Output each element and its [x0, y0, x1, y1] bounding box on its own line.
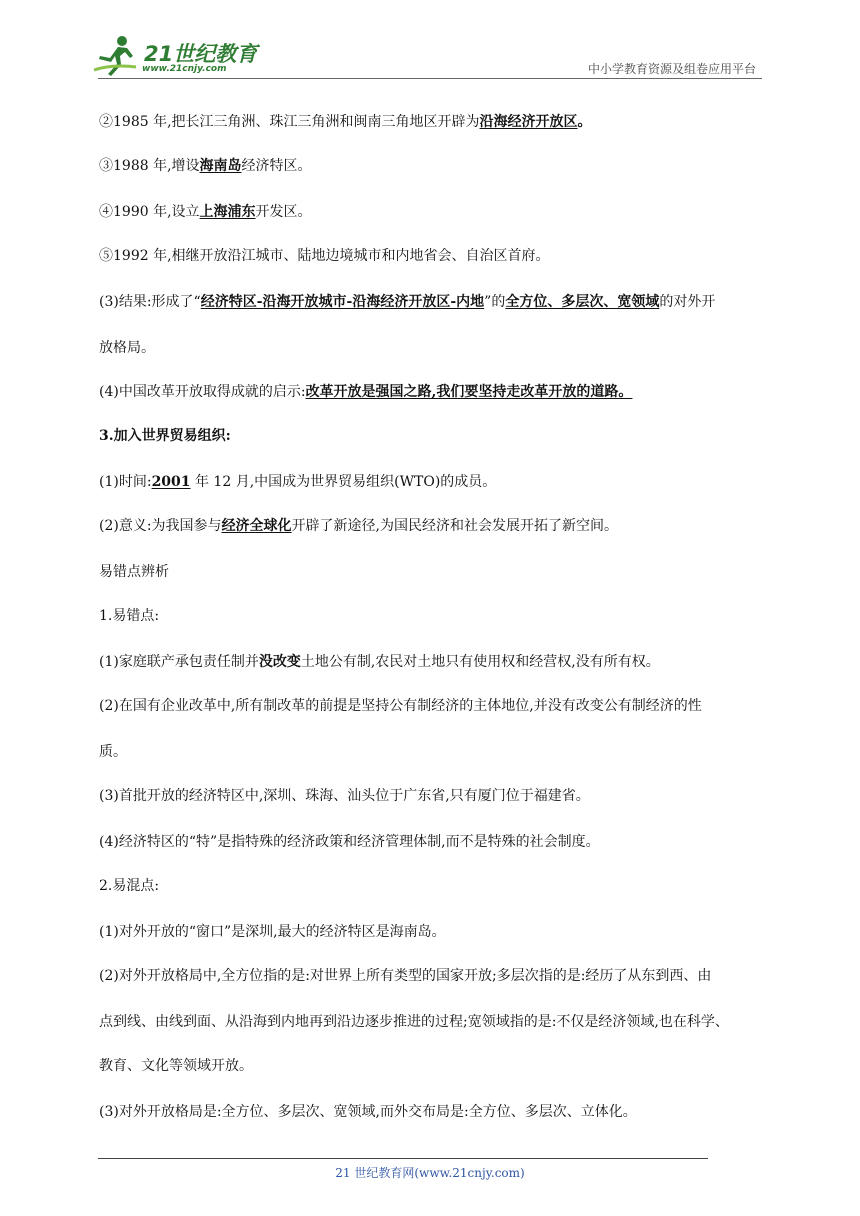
logo-title: 21世纪教育 [144, 42, 258, 66]
bold-text: 3.加入世界贸易组织: [99, 428, 231, 444]
text-run: 年 12 月,中国成为世界贸易组织(WTO)的成员。 [190, 474, 497, 490]
text-run: 土地公有制,农民对土地只有使用权和经营权,没有所有权。 [300, 654, 660, 670]
key-term: 海南岛 [199, 158, 242, 174]
paragraph-line [99, 382, 632, 402]
text-run: 教育、文化等领域开放。 [99, 1058, 253, 1074]
paragraph-line [99, 292, 715, 312]
runner-logo-icon [92, 34, 140, 78]
key-term: 沿海经济开放区 [479, 114, 578, 130]
text-run: 开辟了新途径,为国民经济和社会发展开拓了新空间。 [291, 518, 619, 534]
key-term: 经济全球化 [221, 518, 292, 534]
paragraph-line [99, 742, 127, 762]
footer-site-link[interactable]: 21 世纪教育网(www.21cnjy.com) [335, 1166, 525, 1180]
section-heading [99, 562, 169, 582]
text-run: 2.易混点: [99, 878, 160, 894]
logo-url: www.21cnjy.com [142, 64, 227, 74]
text-run: ③1988 年,增设 [99, 158, 200, 174]
section-heading [99, 426, 231, 446]
text-run: 1.易错点: [99, 608, 160, 624]
text-run: 放格局。 [99, 340, 155, 356]
paragraph-line [99, 246, 550, 266]
text-run: (4)经济特区的“特”是指特殊的经济政策和经济管理体制,而不是特殊的社会制度。 [99, 834, 600, 850]
paragraph-line [99, 832, 600, 852]
paragraph-line [99, 696, 702, 716]
text-run: (2)对外开放格局中,全方位指的是:对世界上所有类型的国家开放;多层次指的是:经历了从东到西、由 [99, 968, 712, 984]
paragraph-line [99, 472, 496, 492]
text-run: (4)中国改革开放取得成就的启示: [99, 384, 306, 400]
text-run: 点到线、由线到面、从沿海到内地再到沿边逐步推进的过程;宽领域指的是:不仅是经济领域,也在科学、 [99, 1014, 729, 1030]
paragraph-line [99, 112, 592, 132]
text-run: ②1985 年,把长江三角洲、珠江三角洲和闽南三角地区开辟为 [99, 114, 480, 130]
key-term: 经济特区-沿海开放城市-沿海经济开放区-内地 [200, 294, 485, 310]
paragraph-line [99, 786, 590, 806]
text-run: (2)在国有企业改革中,所有制改革的前提是坚持公有制经济的主体地位,并没有改变公有制经济的性 [99, 698, 702, 714]
text-run: 的对外开 [659, 294, 716, 310]
header-divider [98, 78, 762, 79]
paragraph-line [99, 652, 660, 672]
text-run: ”的 [484, 294, 506, 310]
section-heading [99, 876, 159, 896]
text-run: (3)对外开放格局是:全方位、多层次、宽领域,而外交布局是:全方位、多层次、立体化。 [99, 1104, 637, 1120]
footer-divider [98, 1158, 708, 1159]
text-run: (1)对外开放的“窗口”是深圳,最大的经济特区是海南岛。 [99, 924, 446, 940]
text-run: 易错点辨析 [99, 564, 169, 580]
text-run: 经济特区。 [241, 158, 312, 174]
paragraph-line [99, 1012, 729, 1032]
section-heading [99, 606, 159, 626]
bold-text: 没改变 [258, 654, 301, 670]
paragraph-line [99, 1102, 637, 1122]
text-run: (3)首批开放的经济特区中,深圳、珠海、汕头位于广东省,只有厦门位于福建省。 [99, 788, 590, 804]
text-run: ⑤1992 年,相继开放沿江城市、陆地边境城市和内地省会、自治区首府。 [99, 248, 550, 264]
site-logo [92, 34, 262, 78]
key-term: 全方位、多层次、宽领域 [505, 294, 660, 310]
paragraph-line [99, 966, 711, 986]
header-tagline: 中小学教育资源及组卷应用平台 [587, 62, 756, 76]
paragraph-line [99, 338, 155, 358]
paragraph-line [99, 156, 312, 176]
paragraph-line [99, 922, 446, 942]
text-run: 质。 [99, 744, 127, 760]
text-run: (1)时间: [99, 474, 152, 490]
text-run: 开发区。 [255, 204, 312, 220]
key-term: 2001 [151, 474, 191, 490]
key-term: 上海浦东 [199, 204, 256, 220]
text-run: ④1990 年,设立 [99, 204, 200, 220]
text-run: (2)意义:为我国参与 [99, 518, 222, 534]
paragraph-line [99, 202, 312, 222]
paragraph-line [99, 516, 618, 536]
bold-text: 。 [577, 114, 592, 130]
key-term: 改革开放是强国之路,我们要坚持走改革开放的道路。 [305, 384, 633, 400]
paragraph-line [99, 1056, 253, 1076]
text-run: (1)家庭联产承包责任制并 [99, 654, 259, 670]
page-header [0, 0, 860, 90]
text-run: (3)结果:形成了“ [99, 294, 201, 310]
